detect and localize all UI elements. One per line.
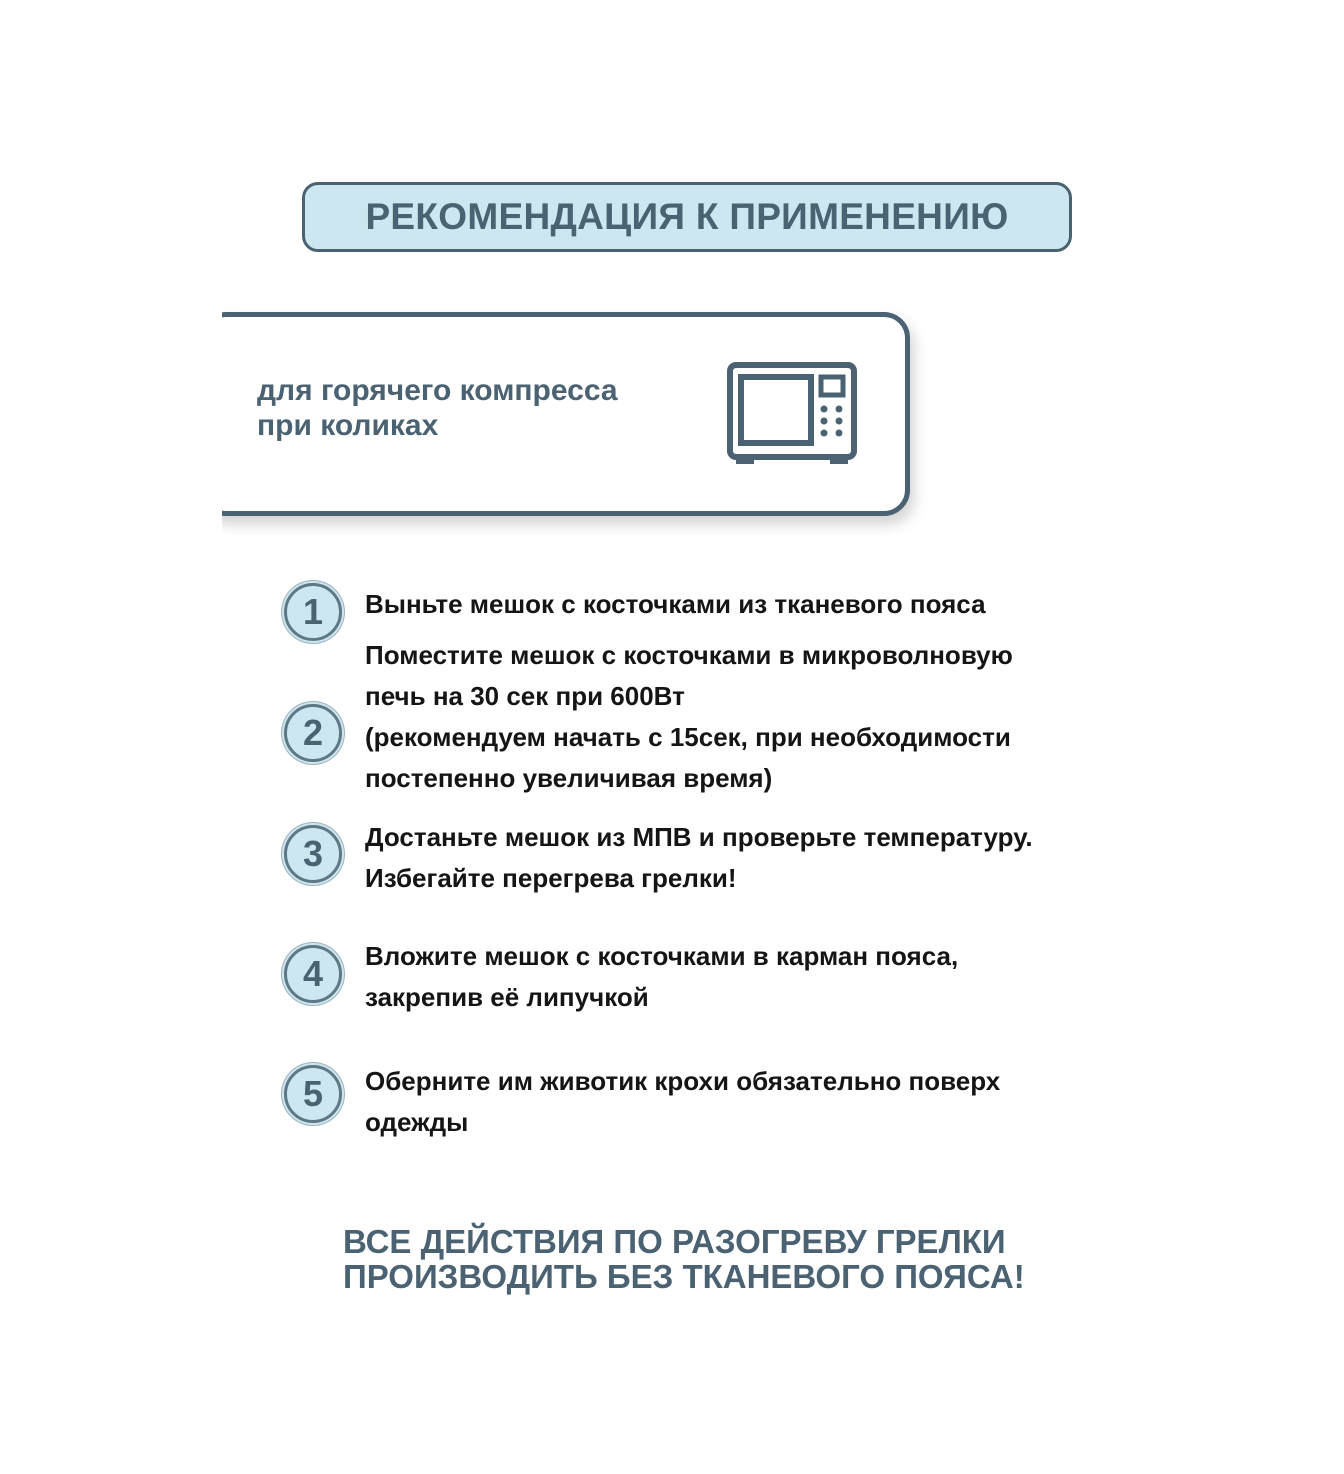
step-text-1 xyxy=(365,584,1145,625)
usage-line-1: для горячего компресса xyxy=(257,374,618,407)
microwave-icon xyxy=(726,361,858,467)
step-2-line-3: (рекомендуем начать с 15сек, при необходимости xyxy=(365,722,1011,752)
step-number-2: 2 xyxy=(284,704,342,762)
step-number-3: 3 xyxy=(284,825,342,883)
step-text-2 xyxy=(365,635,1145,799)
step-5-line-1: Оберните им животик крохи обязательно поверх xyxy=(365,1066,1001,1096)
step-5-line-2: одежды xyxy=(365,1107,469,1137)
step-2-line-4: постепенно увеличивая время) xyxy=(365,763,773,793)
step-text-4 xyxy=(365,936,1145,1018)
step-4-line-1: Вложите мешок с косточками в карман пояса, xyxy=(365,941,959,971)
step-number-1: 1 xyxy=(284,583,342,641)
warning-line-1: ВСЕ ДЕЙСТВИЯ ПО РАЗОГРЕВУ ГРЕЛКИ xyxy=(343,1223,1006,1260)
step-text-3 xyxy=(365,817,1145,899)
step-3-line-1: Достаньте мешок из МПВ и проверьте температуру. xyxy=(365,822,1033,852)
page-title: РЕКОМЕНДАЦИЯ К ПРИМЕНЕНИЮ xyxy=(302,182,1072,252)
step-2-line-1: Поместите мешок с косточками в микроволновую xyxy=(365,640,1013,670)
card-edge-mask xyxy=(0,290,222,550)
usage-line-2: при коликах xyxy=(257,409,439,442)
step-number-5: 5 xyxy=(284,1065,342,1123)
step-1-line-1: Выньте мешок с косточками из тканевого пояса xyxy=(365,589,986,619)
usage-description xyxy=(257,373,618,443)
step-3-line-2: Избегайте перегрева грелки! xyxy=(365,863,737,893)
warning-note xyxy=(343,1224,1025,1294)
step-text-5 xyxy=(365,1061,1145,1143)
warning-line-2: ПРОИЗВОДИТЬ БЕЗ ТКАНЕВОГО ПОЯСА! xyxy=(343,1258,1025,1295)
step-number-4: 4 xyxy=(284,945,342,1003)
step-4-line-2: закрепив её липучкой xyxy=(365,982,649,1012)
step-2-line-2: печь на 30 сек при 600Вт xyxy=(365,681,685,711)
